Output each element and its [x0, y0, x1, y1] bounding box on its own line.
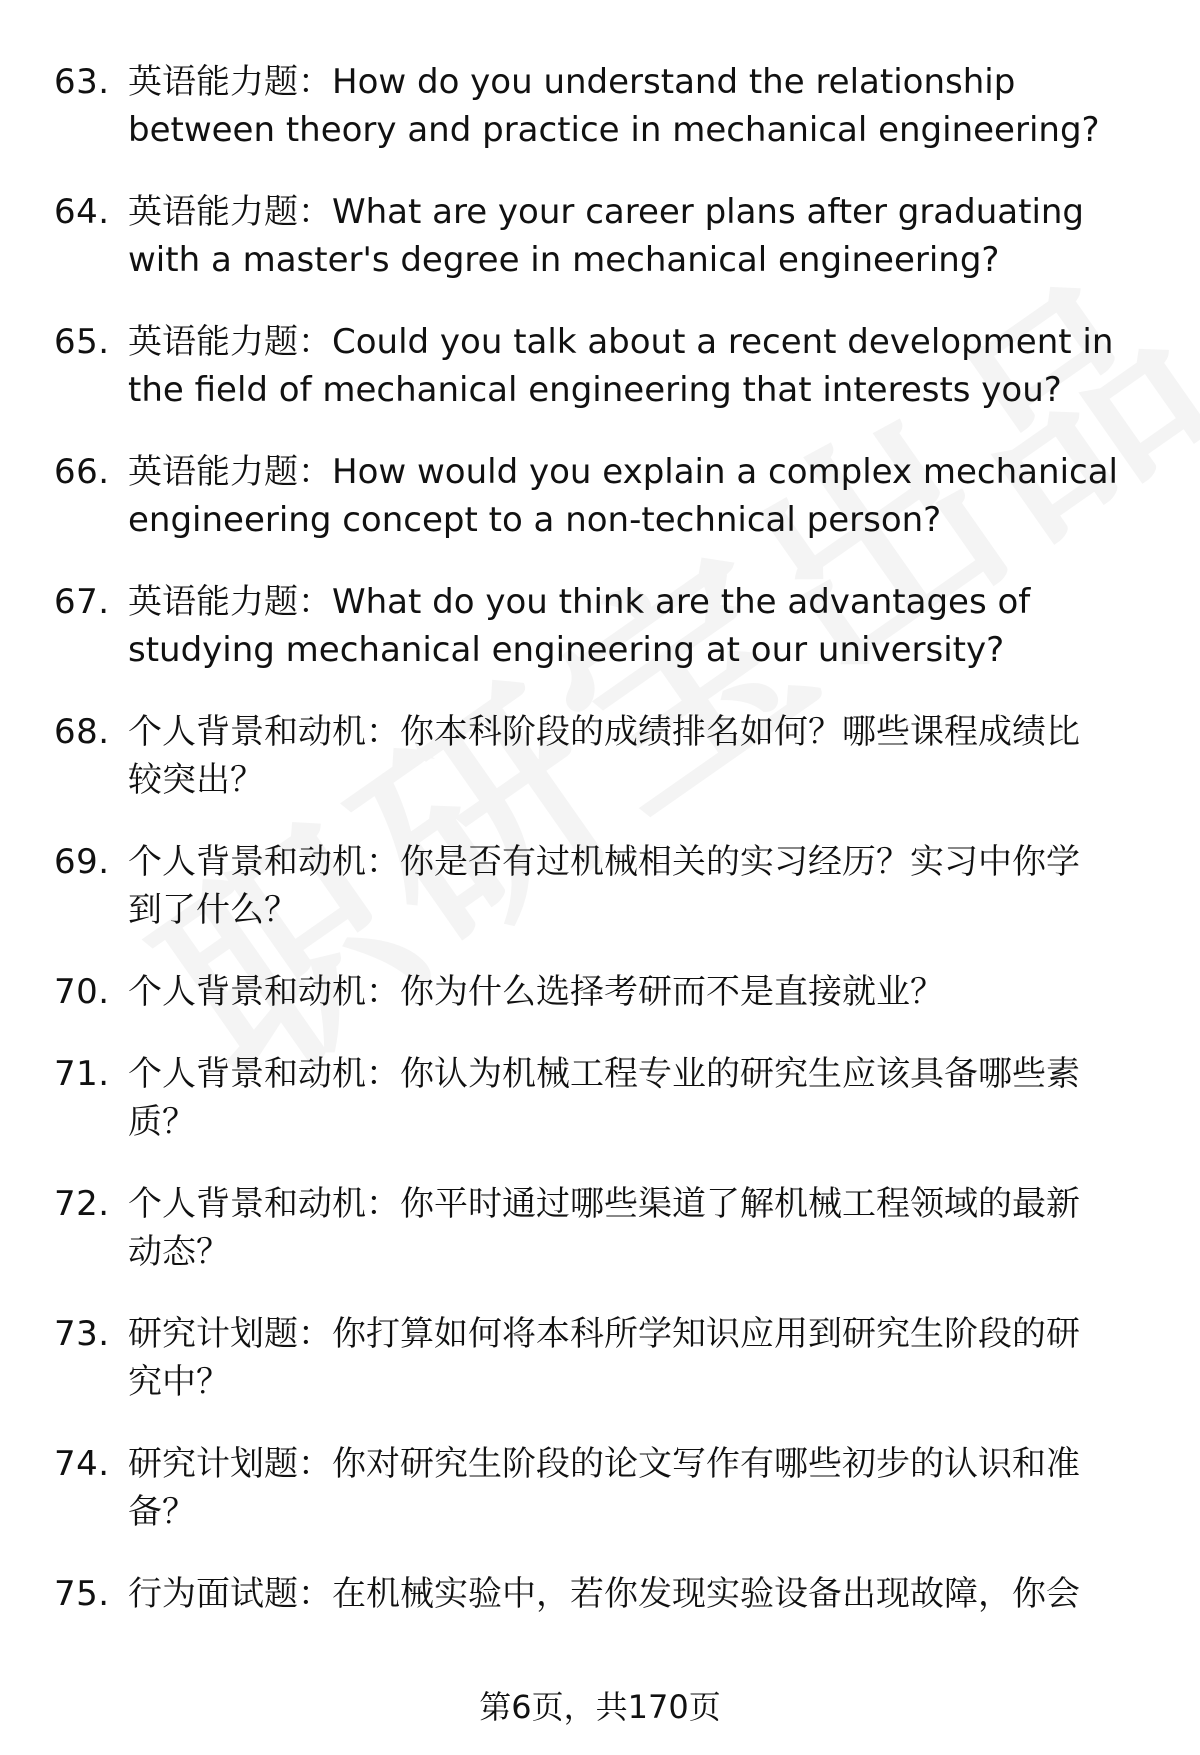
question-line: 行为面试题：在机械实验中，若你发现实验设备出现故障，你会 [128, 1574, 1080, 1614]
question-line: 英语能力题：How do you understand the relationship [128, 62, 1016, 102]
question-text [128, 1050, 1148, 1146]
question-text [128, 1440, 1148, 1536]
question-line: 个人背景和动机：你是否有过机械相关的实习经历？实习中你学 [128, 842, 1080, 882]
question-number: 68. [54, 712, 110, 752]
question-text [128, 448, 1148, 544]
question-number: 67. [54, 582, 110, 622]
question-number: 72. [54, 1184, 110, 1224]
question-text [128, 188, 1148, 284]
question-text [128, 1570, 1148, 1618]
page-footer: 第6页，共170页 [479, 1688, 721, 1726]
question-text [128, 318, 1148, 414]
question-item [0, 1050, 1200, 1146]
question-item [0, 318, 1200, 414]
question-item [0, 578, 1200, 674]
question-number: 65. [54, 322, 110, 362]
question-line: 英语能力题：What do you think are the advantages of [128, 582, 1031, 622]
question-line: between theory and practice in mechanical engineering? [128, 110, 1100, 150]
question-line: 英语能力题：How would you explain a complex mechanical [128, 452, 1118, 492]
question-number: 63. [54, 62, 110, 102]
question-number: 64. [54, 192, 110, 232]
question-line: 研究计划题：你打算如何将本科所学知识应用到研究生阶段的研 [128, 1314, 1080, 1354]
question-number: 71. [54, 1054, 110, 1094]
question-line: 个人背景和动机：你为什么选择考研而不是直接就业？ [128, 972, 944, 1012]
question-item [0, 188, 1200, 284]
question-line: 较突出？ [128, 760, 264, 800]
question-line: 个人背景和动机：你本科阶段的成绩排名如何？哪些课程成绩比 [128, 712, 1080, 752]
question-item [0, 1180, 1200, 1276]
question-number: 66. [54, 452, 110, 492]
question-text [128, 578, 1148, 674]
question-text [128, 1180, 1148, 1276]
question-text [128, 58, 1148, 154]
question-list [0, 58, 1200, 1652]
question-line: 究中？ [128, 1362, 230, 1402]
question-item [0, 58, 1200, 154]
question-line: the field of mechanical engineering that interests you? [128, 370, 1062, 410]
question-line: 个人背景和动机：你认为机械工程专业的研究生应该具备哪些素 [128, 1054, 1080, 1094]
question-number: 74. [54, 1444, 110, 1484]
question-number: 75. [54, 1574, 110, 1614]
question-text [128, 708, 1148, 804]
question-text [128, 838, 1148, 934]
question-line: 英语能力题：What are your career plans after graduating [128, 192, 1085, 232]
question-line: engineering concept to a non-technical person? [128, 500, 942, 540]
question-line: 备？ [128, 1492, 196, 1532]
question-line: 英语能力题：Could you talk about a recent development in [128, 322, 1114, 362]
question-item [0, 448, 1200, 544]
question-item [0, 968, 1200, 1016]
question-line: with a master's degree in mechanical engineering? [128, 240, 1000, 280]
question-number: 69. [54, 842, 110, 882]
question-item [0, 838, 1200, 934]
question-item [0, 1440, 1200, 1536]
question-text [128, 1310, 1148, 1406]
question-item [0, 1570, 1200, 1618]
question-line: 质？ [128, 1102, 196, 1142]
question-line: 个人背景和动机：你平时通过哪些渠道了解机械工程领域的最新 [128, 1184, 1080, 1224]
question-line: 到了什么？ [128, 890, 298, 930]
question-line: studying mechanical engineering at our university? [128, 630, 1005, 670]
question-number: 73. [54, 1314, 110, 1354]
question-item [0, 1310, 1200, 1406]
question-item [0, 708, 1200, 804]
question-line: 研究计划题：你对研究生阶段的论文写作有哪些初步的认识和准 [128, 1444, 1080, 1484]
question-number: 70. [54, 972, 110, 1012]
question-line: 动态？ [128, 1232, 230, 1272]
question-text [128, 968, 1148, 1016]
